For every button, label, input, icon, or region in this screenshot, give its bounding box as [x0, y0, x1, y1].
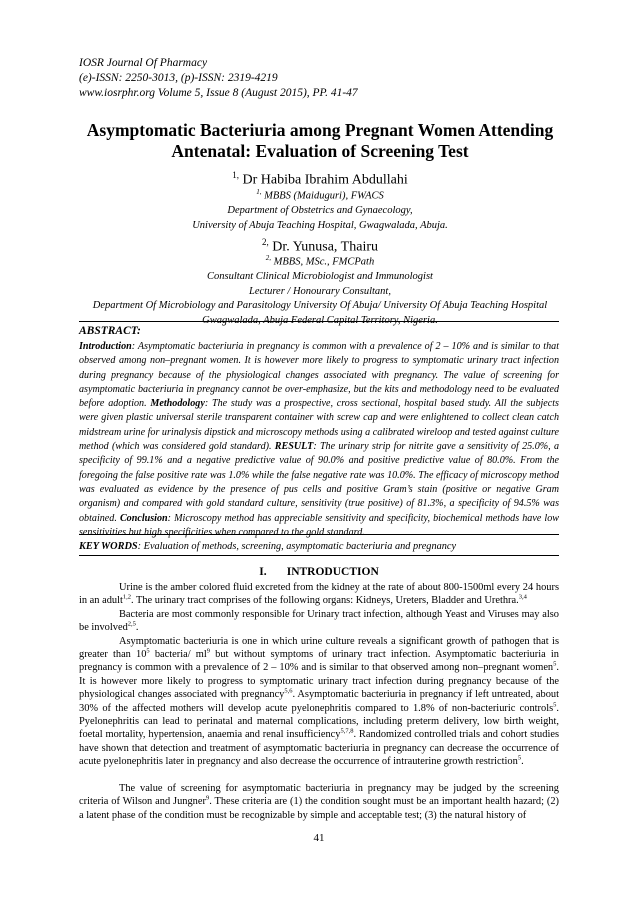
paragraph-2-text-a: Bacteria are most commonly responsible for Urinary tract infection, although Yeast and Viruses may also be involved — [79, 608, 559, 634]
keywords-label: KEY WORDS — [79, 541, 138, 552]
abstract-conclusion-text: : Microscopy method has appreciable sensitivity and specificity, biochemical methods have low sensitivities but high specificities when compared to the gold standard. — [79, 512, 559, 538]
abstract-conclusion-label: Conclusion — [119, 512, 168, 524]
paper-title — [60, 120, 580, 162]
paragraph-3 — [79, 635, 559, 769]
author-2-affiliation — [30, 251, 610, 328]
author-2-location: Gwagwalada, Abuja Federal Capital Territory, Nigeria. — [202, 314, 438, 326]
author-2-marker: 2, — [261, 237, 269, 247]
abstract-top-rule — [79, 321, 559, 322]
keywords-text: : Evaluation of methods, screening, asymptomatic bacteriuria and pregnancy — [137, 541, 457, 552]
citation: 5 — [517, 754, 522, 762]
paragraph-3-text-c: but without symptoms of urinary tract infection. Asymptomatic bacteriuria in pregnancy is common with a prevalence of 2 – 10% and is similar to that observed among non–pregnant women — [79, 649, 559, 674]
journal-name: IOSR Journal Of Pharmacy — [79, 57, 208, 69]
author-2-name: Dr. Yunusa, Thairu — [272, 239, 378, 255]
journal-volume: www.iosrphr.org Volume 5, Issue 8 (August 2015), PP. 41-47 — [79, 87, 358, 99]
author-1-name: Dr Habiba Ibrahim Abdullahi — [242, 172, 408, 188]
abstract-introduction-text: : Asymptomatic bacteriuria in pregnancy is common with a prevalence of 2 – 10% and is similar to that observed among non–pregnant women. It is however more likely to progress to symptomatic urinary tract infection during pregnancy because of the physiological changes associated with pregnancy. The value of screening for asymptomatic bacteriuria in pregnancy cannot be over-emphasize, but the kits and methodology need to be evaluated before adoption. — [79, 341, 559, 410]
author-1-affiliation — [30, 185, 610, 233]
journal-header — [79, 56, 358, 101]
author-1-marker: 1, — [232, 170, 239, 180]
author-2-degrees: MBBS, MSc., FMCPath — [273, 256, 375, 268]
section-heading — [79, 566, 559, 578]
citation: 1,2 — [122, 593, 131, 601]
exponent: 5 — [146, 647, 150, 655]
section-title: INTRODUCTION — [286, 566, 379, 578]
citation: 2,5 — [127, 620, 136, 628]
paragraph-2 — [79, 608, 559, 635]
paragraph-1 — [79, 581, 559, 608]
citation: 5,6 — [284, 687, 293, 695]
keywords-bottom-rule — [79, 555, 559, 556]
abstract-introduction-label: Introduction — [79, 341, 132, 352]
citation: 5 — [553, 660, 557, 668]
paragraph-4-text-a: The value of screening for asymptomatic bacteriuria in pregnancy may be judged by the screening criteria of Wilson and Jungner — [79, 782, 559, 808]
abstract-methodology-label: Methodology — [150, 398, 205, 410]
citation: 5 — [553, 701, 557, 709]
citation: 9 — [206, 647, 210, 655]
author-2-role: Consultant Clinical Microbiologist and Immunologist — [207, 271, 433, 283]
title-line-1: Asymptomatic Bacteriuria among Pregnant Women Attending — [86, 120, 554, 140]
author-2-aff-marker: 2, — [265, 254, 271, 262]
paragraph-3-text-f: . Pyelonephritis can lead to perinatal and maternal complications, including preterm delivery, low birth weight, foetal mortality, hypertension, anaemia and renal insufficiency — [79, 702, 559, 741]
author-2-position: Lecturer / Honourary Consultant, — [249, 285, 391, 297]
author-2-department: Department Of Microbiology and Parasitology University Of Abuja/ University Of Abuja Teaching Hospital — [92, 300, 548, 312]
introduction-body — [79, 581, 559, 822]
page-number: 41 — [313, 832, 325, 844]
author-1-aff-marker: 1, — [256, 188, 262, 196]
citation: 3,4 — [518, 593, 527, 601]
abstract-result-label: RESULT — [274, 441, 314, 453]
paragraph-3-text-e: . Asymptomatic bacteriuria in pregnancy if left untreated, about 30% of the affected mothers will develop acute pyelonephritis compared to 1.8% of non-bacteriuric controls — [79, 689, 559, 714]
author-1-institution: University of Abuja Teaching Hospital, Gwagwalada, Abuja. — [192, 219, 448, 231]
paragraph-4-text-b: . These criteria are (1) the condition sought must be an important health hazard; (2) a latent phase of the condition must be recognizable by simple and acceptable test; (3) the natural history of — [79, 796, 559, 821]
paragraph-3-text-a: Asymptomatic bacteriuria is one in which urine culture reveals a significant growth of pathogen that is greater than 10 — [79, 635, 559, 661]
abstract-result-text: : The urinary strip for nitrite gave a sensitivity of 25.0%, a specificity of 99.1% and a negative predictive value of 90.0% and positive predictive value of 80.0%. From the foregoing the false positive rate was 1.0% while the false negative rate was 10.0%. The efficacy of microscopy method was evaluated as evidence by the presence of pus cells and positive Gram’s stain (positive or negative Gram organism) and compared with gold standard culture, sensitivity (true positive) of 81.3%, a specificity of 94.5% was obtained. — [79, 441, 559, 524]
paragraph-3-text-d: . It is however more likely to progress to symptomatic urinary tract infection during pregnancy because of the physiological changes associated with pregnancy — [79, 662, 559, 701]
abstract-body — [79, 340, 559, 540]
paragraph-2-text-b: . — [135, 622, 139, 634]
abstract-methodology-text: : The study was a prospective, cross sectional, hospital based study. All the subjects were given plastic universal sterile transparent container with screw cap and were enlightened to collect clean catch midstream urine for urinalysis dipstick and microscopy methods using a calibrated wireloop and tested against culture method (which was considered gold standard). — [79, 398, 559, 453]
keywords — [79, 541, 559, 552]
title-line-2: Antenatal: Evaluation of Screening Test — [171, 141, 469, 161]
keywords-top-rule — [79, 534, 559, 535]
section-number: I. — [259, 566, 267, 578]
abstract-heading: ABSTRACT: — [79, 325, 141, 337]
paragraph-1-text-b: . The urinary tract comprises of the following organs: Kidneys, Ureters, Bladder and Urethra. — [131, 595, 519, 607]
paragraph-1-text-a: Urine is the amber colored fluid excreted from the kidney at the rate of about 800-1500ml every 24 hours in an adult — [79, 582, 559, 607]
author-1-department: Department of Obstetrics and Gynaecology, — [227, 205, 413, 217]
author-1-degrees: MBBS (Maiduguri), FWACS — [264, 190, 384, 202]
citation: 5,7,8 — [340, 728, 354, 735]
paragraph-4 — [79, 782, 559, 822]
paragraph-3-text-b: bacteria/ ml — [149, 649, 207, 661]
journal-issn: (e)-ISSN: 2250-3013, (p)-ISSN: 2319-4219 — [79, 72, 278, 84]
paragraph-3-text-h: . — [521, 756, 524, 768]
paragraph-3-text-g: . Randomized controlled trials and cohort studies have shown that detection and treatment of asymptomatic bacteriuria in pregnancy can decrease the occurrence of acute pyelonephritis later in pregnancy and also decrease the occurrence of intrauterine growth restriction — [79, 729, 559, 768]
citation: 9 — [205, 794, 210, 802]
